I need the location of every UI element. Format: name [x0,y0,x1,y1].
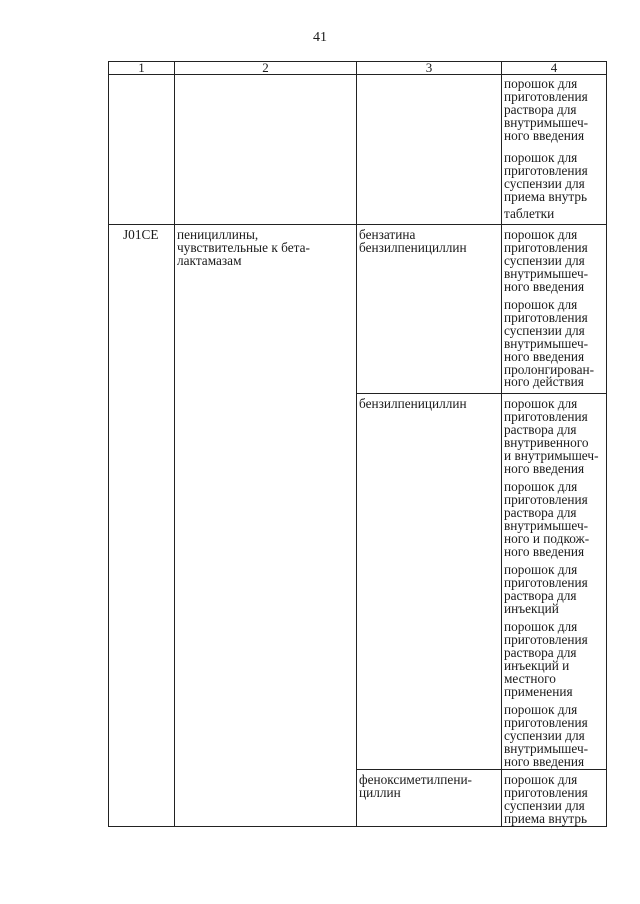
dosage-form: порошок для приготовления суспензии для приема внутрь [504,772,588,826]
dosage-form: порошок для приготовления раствора для внутримышеч- ного введения [504,76,589,143]
column-divider [174,62,175,826]
dosage-form: порошок для приготовления суспензии для внутримышеч- ного введения пролонгирован- ного действия [504,297,595,390]
dosage-form: таблетки [504,206,555,221]
atc-code: J01CE [123,227,159,242]
drug-name: феноксиметилпени- циллин [359,772,472,800]
dosage-form: порошок для приготовления раствора для инъекций и местного применения [504,619,588,699]
drug-name: бензилпенициллин [359,396,467,411]
column-header: 1 [138,60,145,75]
group-name: пенициллины, чувствительные к бета- лактамазам [177,227,310,268]
drug-table [108,61,607,827]
dosage-form: порошок для приготовления суспензии для внутримышеч- ного введения [504,227,589,294]
column-header: 4 [550,60,558,75]
dosage-form: порошок для приготовления суспензии для приема внутрь [504,150,588,204]
column-header: 3 [425,60,433,75]
drug-divider [356,393,606,394]
dosage-form: порошок для приготовления раствора для внутримышеч- ного и подкож- ного введения [504,479,590,559]
column-header: 2 [262,60,269,75]
page-number: 41 [313,30,327,45]
dosage-form: порошок для приготовления суспензии для внутримышеч- ного введения [504,702,589,769]
drug-name: бензатина бензилпенициллин [359,227,467,255]
column-divider [356,62,357,826]
dosage-form: порошок для приготовления раствора для внутривенного и внутримышеч- ного введения [504,396,599,476]
row-divider [109,224,606,225]
drug-divider [356,769,606,770]
dosage-form: порошок для приготовления раствора для инъекций [504,562,588,616]
column-divider [501,62,502,826]
